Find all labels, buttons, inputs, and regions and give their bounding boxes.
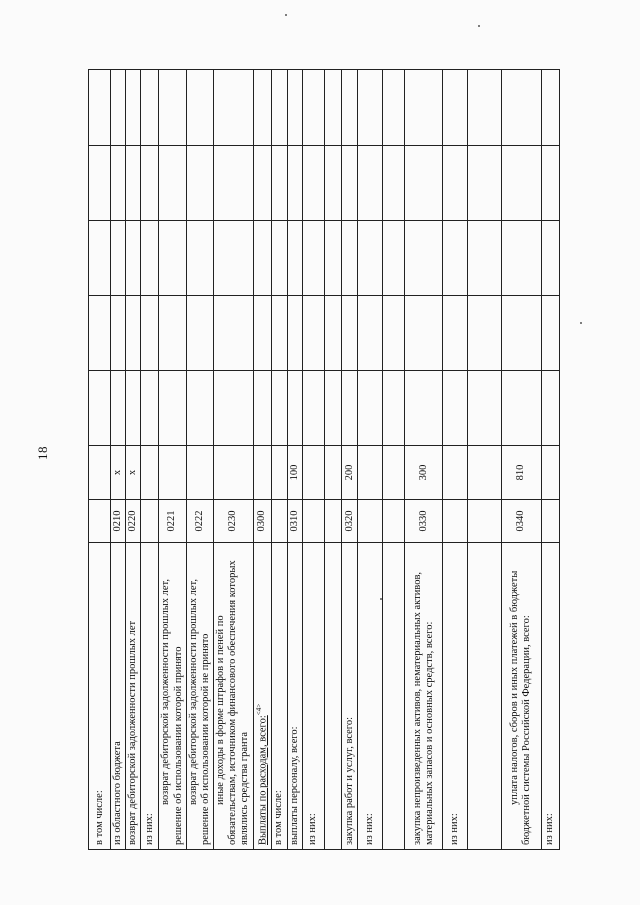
row-value [254, 446, 272, 500]
row-code [141, 500, 159, 543]
row-label: возврат дебиторской задолженности прошлых лет, решение об использовании которой не принято [186, 543, 213, 850]
report-table-rotated [88, 70, 560, 850]
table-row [213, 70, 253, 850]
row-code: 0340 [501, 500, 541, 543]
row-label: закупка работ и услуг, всего: [342, 543, 358, 850]
row-value [89, 446, 111, 500]
row-value: 100 [287, 446, 302, 500]
row-label [324, 543, 341, 850]
row-label: возврат дебиторской задолженности прошлых лет [126, 543, 141, 850]
row-code [89, 500, 111, 543]
row-value: x [111, 446, 126, 500]
row-code [541, 500, 559, 543]
row-value [159, 446, 186, 500]
table-row [287, 70, 302, 850]
report-table [88, 69, 560, 850]
row-code: 0222 [186, 500, 213, 543]
table-row [541, 70, 559, 850]
row-label: из них: [302, 543, 324, 850]
row-value [213, 446, 253, 500]
row-label: в том числе: [271, 543, 287, 850]
row-label-text: Выплаты по расходам, всего: [257, 715, 269, 845]
row-label [383, 543, 405, 850]
table-row [342, 70, 358, 850]
table-row [358, 70, 383, 850]
row-code: 0300 [254, 500, 272, 543]
row-label: выплаты персоналу, всего: [287, 543, 302, 850]
row-value [186, 446, 213, 500]
row-value: 200 [342, 446, 358, 500]
row-value [541, 446, 559, 500]
row-code: 0330 [405, 500, 443, 543]
table-row [324, 70, 341, 850]
row-label: из областного бюджета [111, 543, 126, 850]
row-value: x [126, 446, 141, 500]
row-code [271, 500, 287, 543]
scan-speck [380, 598, 382, 600]
row-value [141, 446, 159, 500]
row-code: 0320 [342, 500, 358, 543]
row-label: из них: [358, 543, 383, 850]
table-row [126, 70, 141, 850]
footnote-number: 4 [255, 707, 264, 712]
row-code [302, 500, 324, 543]
row-label [254, 543, 272, 850]
row-code: 0230 [213, 500, 253, 543]
row-label: в том числе: [89, 543, 111, 850]
row-label: закупка непроизведенных активов, нематериальных активов, материальных запасов и основных средств, всего: [405, 543, 443, 850]
table-row [501, 70, 541, 850]
row-code: 0221 [159, 500, 186, 543]
table-row [141, 70, 159, 850]
table-row [302, 70, 324, 850]
row-code: 0210 [111, 500, 126, 543]
row-value [302, 446, 324, 500]
table-row [159, 70, 186, 850]
footnote-mark: <4> [255, 703, 264, 716]
table-row [443, 70, 467, 850]
row-label: из них: [141, 543, 159, 850]
row-value: 300 [405, 446, 443, 500]
table-row [467, 70, 501, 850]
row-value [443, 446, 467, 500]
table-row [383, 70, 405, 850]
scan-speck [478, 25, 480, 27]
table-row [254, 70, 272, 850]
row-code: 0220 [126, 500, 141, 543]
table-row [405, 70, 443, 850]
scan-speck [580, 322, 582, 324]
row-value [271, 446, 287, 500]
scan-speck [285, 14, 287, 16]
table-row [186, 70, 213, 850]
row-label: возврат дебиторской задолженности прошлых лет, решение об использовании которой принято [159, 543, 186, 850]
row-code [443, 500, 467, 543]
table-row [271, 70, 287, 850]
row-label: из них: [443, 543, 467, 850]
row-code: 0310 [287, 500, 302, 543]
row-value: 810 [501, 446, 541, 500]
row-label: из них: [541, 543, 559, 850]
page-number: 18 [35, 446, 50, 460]
table-row [111, 70, 126, 850]
row-label: иные доходы в форме штрафов и пеней по обязательствам, источником финансового обеспечения которых являлись средства гранта [213, 543, 253, 850]
row-code [358, 500, 383, 543]
table-row [89, 70, 111, 850]
row-value [358, 446, 383, 500]
row-label: уплата налогов, сборов и иных платежей в бюджеты бюджетной системы Российской Федерации, всего: [501, 543, 541, 850]
row-label [467, 543, 501, 850]
